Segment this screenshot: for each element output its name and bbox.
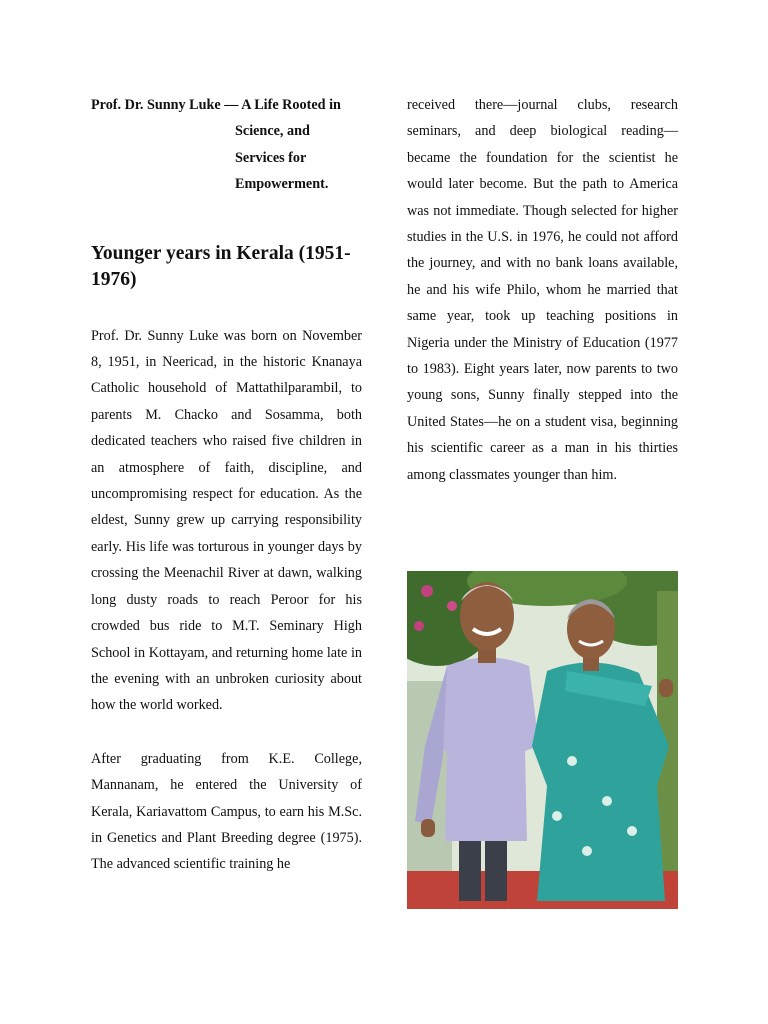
sari-motif bbox=[627, 826, 637, 836]
man-hand bbox=[421, 819, 435, 837]
section-heading: Younger years in Kerala (1951-1976) bbox=[91, 242, 351, 290]
sari-motif bbox=[552, 811, 562, 821]
couple-photo bbox=[407, 571, 678, 909]
paragraph-education: After graduating from K.E. College, Mannanam, he entered the University of Kerala, Kariavattom Campus, to earn his M.Sc. in Genetics and Plant Breeding degree (1975). The advanced scientific training he bbox=[91, 750, 362, 873]
article-title-lead: Prof. Dr. Sunny Luke — A Life Rooted in bbox=[91, 97, 341, 113]
left-column bbox=[91, 92, 362, 878]
woman-sari bbox=[532, 662, 669, 901]
paragraph-career: received there—journal clubs, research seminars, and deep biological reading—became the foundation for the scientist he would later become. But the path to America was not immediate. Though selected for higher studies in the U.S. in 1976, he could not afford the journey, and with no bank loans available, he and his wife Philo, whom he married that same year, took up teaching positions in Nigeria under the Ministry of Education (1977 to 1983). Eight years later, now parents to two young sons, Sunny finally stepped into the United States—he on a student visa, beginning his scientific career as a man in his thirties among classmates younger than him. bbox=[407, 97, 678, 483]
paragraph-birth: Prof. Dr. Sunny Luke was born on November 8, 1951, in Neericad, in the historic Knanaya Catholic household of Mattathilparambil, to parents M. Chacko and Sosamma, both dedicated teachers who raised five children in an atmosphere of faith, discipline, and uncompromising respect for education. As the eldest, Sunny grew up carrying responsibility early. His life was torturous in younger days by crossing the Meenachil River at dawn, walking long dusty roads to reach Peroor for his crowded bus ride to M.T. Seminary High School in Kottayam, and returning home late in the evening with an unbroken curiosity about how the world worked. bbox=[91, 327, 362, 714]
flower bbox=[447, 601, 457, 611]
sari-motif bbox=[582, 846, 592, 856]
article-title bbox=[91, 92, 362, 198]
right-column bbox=[407, 92, 678, 488]
couple-photo-illustration bbox=[407, 571, 678, 909]
flower bbox=[421, 585, 433, 597]
article-title-rest: Science, and Services for Empowerment. bbox=[235, 123, 329, 193]
man-hand-on-shoulder bbox=[659, 679, 673, 697]
sari-motif bbox=[567, 756, 577, 766]
flower bbox=[414, 621, 424, 631]
sari-motif bbox=[602, 796, 612, 806]
